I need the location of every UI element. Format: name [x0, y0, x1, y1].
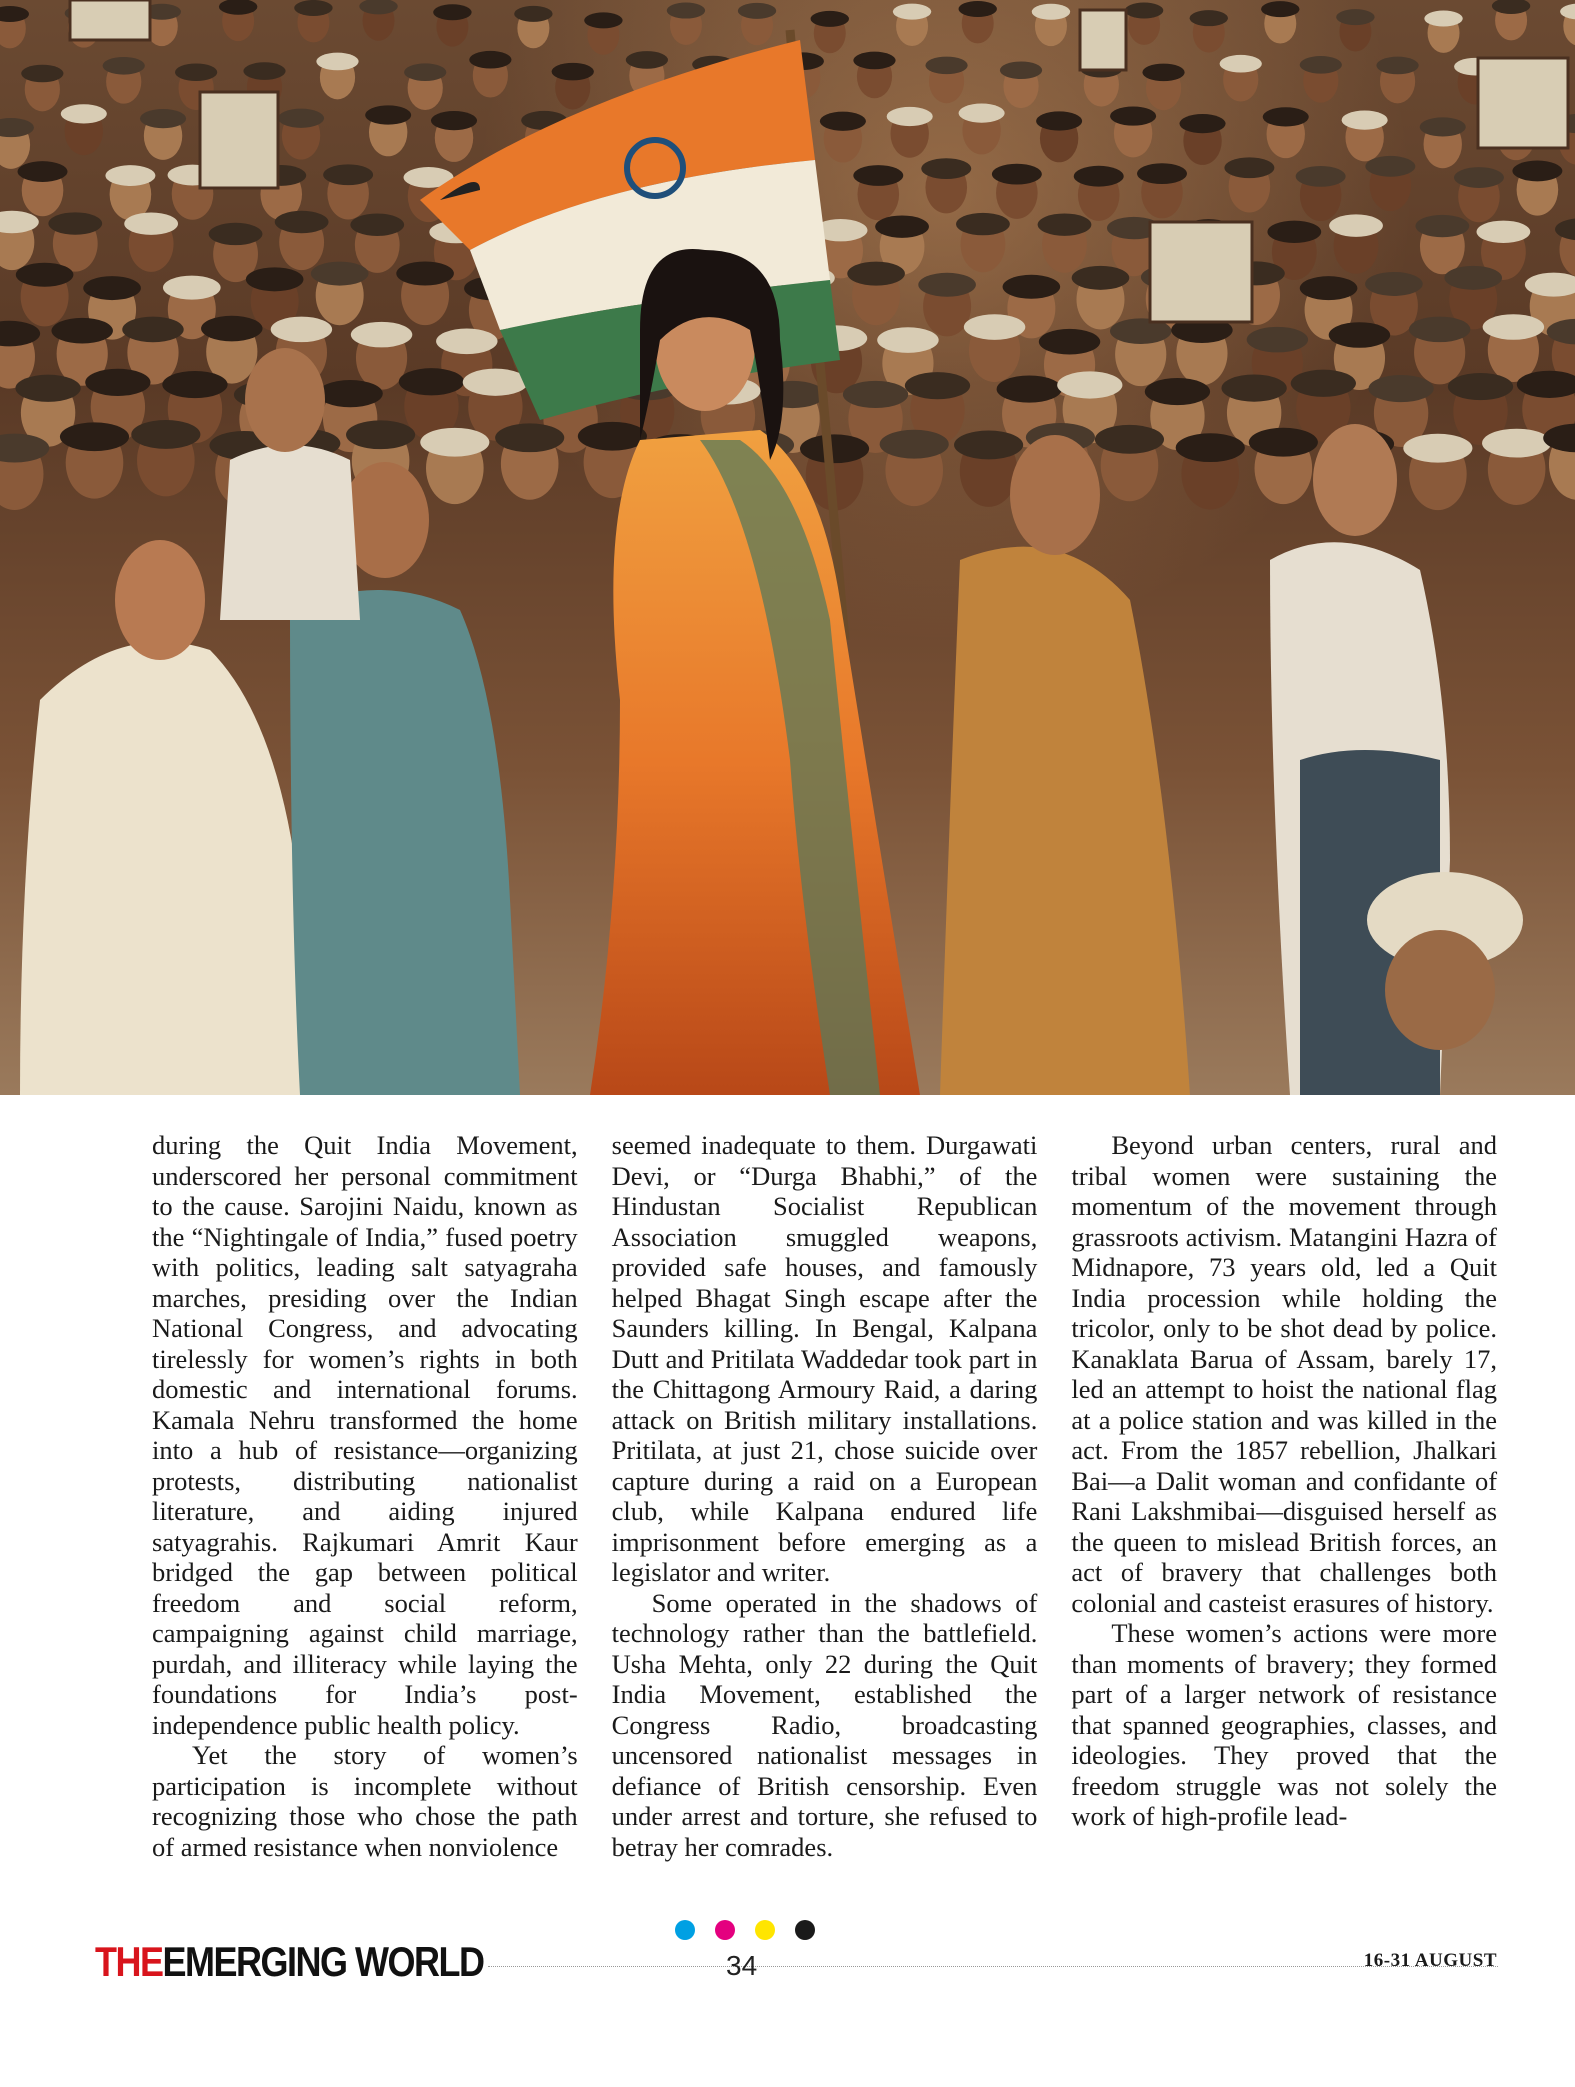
- crowd-hat: [316, 53, 358, 71]
- crowd-hat: [15, 375, 80, 402]
- crowd-hat: [997, 375, 1062, 402]
- crowd-hat: [60, 422, 129, 451]
- crowd-hat: [1342, 111, 1388, 130]
- footer-divider: [488, 1966, 1498, 1967]
- crowd-hat: [811, 11, 849, 27]
- registration-dot: [715, 1920, 735, 1940]
- crowd-hat: [201, 316, 262, 342]
- crowd-hat: [1095, 425, 1164, 454]
- crowd-hat: [0, 321, 40, 347]
- crowd-hat: [1477, 221, 1531, 243]
- crowd-hat: [956, 213, 1010, 235]
- crowd-hat: [48, 212, 102, 234]
- crowd-hat: [853, 52, 895, 70]
- crowd-hat: [578, 422, 647, 451]
- crowd-hat: [1038, 213, 1092, 235]
- crowd-hat: [16, 263, 74, 287]
- crowd-hat: [122, 317, 183, 343]
- article-column-3: [1071, 1130, 1497, 1885]
- crowd-hat: [1003, 275, 1061, 299]
- crowd-hat: [1336, 9, 1374, 25]
- crowd-hat: [275, 211, 329, 233]
- crowd-hat: [85, 369, 150, 396]
- crowd-hat: [1176, 433, 1245, 462]
- crowd-hat: [843, 381, 908, 408]
- crowd-hat: [1365, 272, 1423, 296]
- paragraph: seemed inadequate to them. Durgawati Devi, or “Durga Bhabhi,” of the Hindustan Socialist Republican Association smuggled weapons, provided safe houses, and famously helped Bhagat Singh escape after the Saunders killing. In Bengal, Kalpana Dutt and Pritilata Waddedar took part in the Chittagong Armoury Raid, a daring attack on British military installations. Pritilata, at just 21, chose suicide over capture during a raid on a European club, while Kalpana endured life imprisonment before emerging as a legislator and writer.: [611, 1130, 1038, 1587]
- crowd-hat: [1220, 55, 1262, 73]
- logo-the: THE: [95, 1938, 163, 1986]
- crowd-hat: [925, 57, 967, 75]
- logo-name: EMERGING WORLD: [162, 1938, 484, 1986]
- page-number: 34: [726, 1950, 758, 1981]
- crowd-hat: [1000, 61, 1042, 79]
- crowd-hat: [1180, 114, 1226, 133]
- crowd-hat: [51, 318, 112, 344]
- crowd-hat: [463, 369, 528, 396]
- crowd-hat: [1482, 429, 1551, 458]
- crowd-hat: [1291, 370, 1356, 397]
- crowd-hat: [1300, 56, 1342, 74]
- crowd-hat: [131, 420, 200, 449]
- publication-logo: [95, 1938, 483, 1986]
- crowd-hat: [1444, 266, 1502, 290]
- crowd-hat: [209, 223, 263, 245]
- crowd-hat: [346, 420, 415, 449]
- crowd-hat: [1376, 57, 1418, 75]
- crowd-hat: [61, 104, 107, 123]
- crowd-hat: [1072, 266, 1130, 290]
- crowd-hat: [1415, 215, 1469, 237]
- article-body: [152, 1130, 1497, 1885]
- crowd-hat: [847, 262, 905, 286]
- crowd-hat: [1420, 117, 1466, 136]
- crowd-hat: [105, 165, 155, 186]
- crowd-hat: [964, 314, 1025, 340]
- crowd-hat: [83, 276, 141, 300]
- crowd-hat: [163, 276, 221, 300]
- crowd-hat: [626, 51, 668, 69]
- crowd-hat: [1036, 111, 1082, 130]
- crowd-hat: [921, 158, 971, 179]
- crowd-hat: [396, 262, 454, 286]
- crowd-hat: [162, 371, 227, 398]
- article-column-2: [612, 1130, 1038, 1885]
- crowd-hat: [1555, 218, 1575, 240]
- crowd-hat: [1247, 327, 1308, 353]
- crowd-hat: [1074, 166, 1124, 187]
- crowd-hat: [124, 212, 178, 234]
- crowd-hat: [667, 3, 705, 19]
- paragraph: Yet the story of women’s participation is incomplete without recognizing those who chose the path of armed resistance when nonviolence: [152, 1740, 578, 1862]
- crowd-hat: [1448, 373, 1513, 400]
- registration-marks: [675, 1920, 815, 1940]
- crowd-hat: [1483, 314, 1544, 340]
- crowd-hat: [103, 57, 145, 75]
- crowd-hat: [1221, 374, 1286, 401]
- crowd-hat: [318, 380, 383, 407]
- crowd-hat: [0, 6, 29, 22]
- crowd-hat: [323, 164, 373, 185]
- registration-dot: [675, 1920, 695, 1940]
- crowd-hat: [1263, 107, 1309, 126]
- crowd-hat: [1365, 156, 1415, 177]
- crowd-hat: [853, 165, 903, 186]
- crowd-hat: [1110, 106, 1156, 125]
- crowd-hat: [140, 109, 186, 128]
- crowd-hat: [1267, 221, 1321, 243]
- crowd-hat: [1039, 329, 1100, 355]
- crowd-hat: [433, 4, 471, 20]
- crowd-hat: [1424, 11, 1462, 27]
- crowd-hat: [880, 430, 949, 459]
- crowd-hat: [820, 112, 866, 131]
- crowd-hat: [800, 434, 869, 463]
- crowd-hat: [1249, 428, 1318, 457]
- crowd-hat: [436, 328, 497, 354]
- crowd-hat: [18, 161, 68, 182]
- crowd-hat: [905, 372, 970, 399]
- crowd-hat: [1142, 64, 1184, 82]
- issue-date: 16-31 AUGUST: [1363, 1950, 1497, 1971]
- crowd-hat: [1137, 163, 1187, 184]
- crowd-hat: [278, 109, 324, 128]
- crowd-hat: [0, 118, 34, 137]
- crowd-hat: [0, 211, 39, 233]
- crowd-hat: [959, 1, 997, 17]
- crowd-hat: [893, 4, 931, 20]
- article-column-1: [152, 1130, 578, 1885]
- paragraph: Some operated in the shadows of technology rather than the battlefield. Usha Mehta, only 22 during the Quit India Movement, established the Congress Radio, broadcasting uncensored nationalist messages in defiance of British censorship. Even under arrest and torture, she refused to betray her comrades.: [611, 1587, 1038, 1862]
- crowd-hat: [495, 423, 564, 452]
- crowd-hat: [365, 105, 411, 124]
- crowd-hat: [1454, 167, 1504, 188]
- crowd-hat: [271, 317, 332, 343]
- crowd-hat: [351, 322, 412, 348]
- crowd-hat: [954, 431, 1023, 460]
- crowd-hat: [246, 267, 304, 291]
- crowd-hat: [1145, 378, 1210, 405]
- crowd-hat: [514, 6, 552, 22]
- crowd-hat: [1512, 161, 1562, 182]
- crowd-hat: [1300, 276, 1358, 300]
- crowd-hat: [1296, 166, 1346, 187]
- crowd-hat: [431, 111, 477, 130]
- crowd-hat: [552, 63, 594, 81]
- crowd-hat: [584, 12, 622, 28]
- crowd-hat: [1403, 434, 1472, 463]
- crowd-hat: [311, 262, 369, 286]
- crowd-hat: [175, 63, 217, 81]
- crowd-hat: [1409, 317, 1470, 343]
- crowd-hat: [1032, 4, 1070, 20]
- crowd-hat: [350, 214, 404, 236]
- crowd-hat: [992, 164, 1042, 185]
- crowd-hat: [294, 0, 332, 16]
- crowd-hat: [243, 62, 285, 80]
- crowd-hat: [918, 273, 976, 297]
- crowd-hat: [399, 368, 464, 395]
- crowd-hat: [877, 327, 938, 353]
- crowd-hat: [404, 63, 446, 81]
- crowd-hat: [1057, 371, 1122, 398]
- paragraph: These women’s actions were more than moments of bravery; they formed part of a larger network of resistance that spanned geographies, classes, and ideologies. They proved that the freedom struggle was not solely the work of high-profile lead-: [1071, 1618, 1498, 1831]
- crowd-hat: [469, 51, 511, 69]
- crowd-hat: [738, 3, 776, 19]
- crowd-hat: [959, 104, 1005, 123]
- crowd-hat: [1125, 2, 1163, 18]
- crowd-hat: [887, 107, 933, 126]
- crowd-hat: [1224, 157, 1274, 178]
- crowd-hat: [1560, 4, 1575, 20]
- paragraph: Beyond urban centers, rural and tribal women were sustaining the momentum of the movement through grassroots activism. Matangini Hazra of Midnapore, 73 years old, led a Quit India procession while holding the tricolor, only to be shot dead by police. Kanaklata Barua of Assam, barely 17, led an attempt to hoist the national flag at a police station and was killed in the act. From the 1857 rebellion, Jhalkari Bai—a Dalit woman and confidante of Rani Lakshmibai—disguised herself as the queen to mislead British forces, an act of bravery that challenges both colonial and casteist erasures of history.: [1071, 1130, 1498, 1618]
- crowd-hat: [420, 428, 489, 457]
- registration-dot: [795, 1920, 815, 1940]
- crowd-hat: [21, 65, 63, 83]
- registration-dot: [755, 1920, 775, 1940]
- crowd-hat: [875, 215, 929, 237]
- crowd-hat: [1329, 214, 1383, 236]
- paragraph: during the Quit India Movement, underscored her personal commitment to the cause. Sarojini Naidu, known as the “Nightingale of India,” fused poetry with politics, leading salt satyagraha marches, presiding over the Indian National Congress, and advocating tirelessly for women’s rights in both domestic and international forums. Kamala Nehru transformed the home into a hub of resistance—organizing protests, distributing nationalist literature, and aiding injured satyagrahis. Rajkumari Amrit Kaur bridged the gap between political freedom and social reform, campaigning against child marriage, purdah, and illiteracy while laying the foundations for India’s post-independence public health policy.: [152, 1130, 578, 1740]
- crowd-hat: [1261, 1, 1299, 17]
- crowd-hat: [1190, 10, 1228, 26]
- crowd-hat: [1368, 375, 1433, 402]
- crowd-hat: [1329, 322, 1390, 348]
